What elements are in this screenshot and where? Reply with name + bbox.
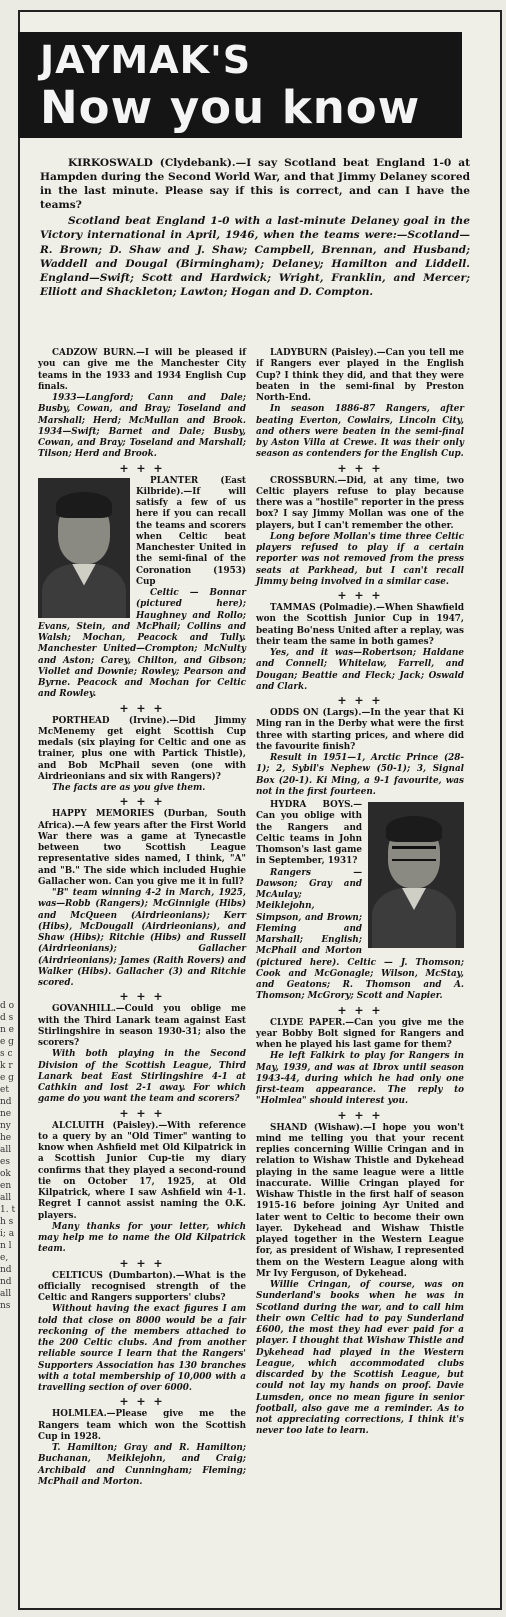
query-question: ALCLUITH (Paisley).—With reference to a query by an "Old Timer" wanting to know when Ashfield met Old Kilpatrick in a Scottish Junior Cup-tie my diary confirms that they played a second-round tie on October 17, 1925, at Old Kilpatrick, where I saw Ashfield win 4-1. Regret I cannot assist naming the O.K. players. <box>38 1120 246 1221</box>
photo-glasses <box>392 846 436 861</box>
query-item <box>256 1123 464 1438</box>
query-item <box>38 348 246 461</box>
query-item <box>38 1121 246 1256</box>
left-column <box>38 348 246 1490</box>
query-item <box>38 716 246 795</box>
query-question: GOVANHILL.—Could you oblige me with the Third Lanark team against East Stirlingshire in season 1930-31; also the scorers? <box>38 1004 246 1048</box>
query-question: CELTICUS (Dumbarton).—What is the officially recognised strength of the Celtic and Rangers supporters' clubs? <box>38 1270 246 1303</box>
section-separator: + + + <box>337 1003 383 1017</box>
query-question: TAMMAS (Polmadie).—When Shawfield won the Scottish Junior Cup in 1947, beating Bo'ness United after a replay, was their team the same in both games? <box>256 603 464 647</box>
query-item <box>38 809 246 989</box>
player-photo-morton <box>368 802 464 948</box>
query-question: HOLMLEA.—Please give me the Rangers team which won the Scottish Cup in 1928. <box>38 1409 246 1442</box>
banner-subtitle: Now you know <box>40 81 421 134</box>
query-question: HAPPY MEMORIES (Durban, South Africa).—A few years after the First World War there was a game at Tynecastle between two Scottish League representative sides named, I think, "A" and "B." The side which included Hughie Gallacher won. Can you give me it in full? <box>38 809 246 887</box>
query-item <box>256 1018 464 1108</box>
section-separator: + + + <box>337 1108 383 1122</box>
query-question: CROSSBURN.—Did, at any time, two Celtic players refuse to play because there was a "hostile" reporter in the press box? I say Jimmy Mollan was one of the players, but I can't remember the other. <box>256 475 464 531</box>
query-question: HYDRA BOYS.—Can you oblige with the Rangers and Celtic teams in John Thomson's last game in September, 1931? <box>256 800 362 867</box>
query-answer: Long before Mollan's time three Celtic players refused to play if a certain reporter was not removed from the press seats at Parkhead, but I can't recall Jimmy being involved in a similar case. <box>256 531 464 587</box>
player-photo-bonnar <box>38 478 130 618</box>
query-answer: 1933—Langford; Cann and Dale; Busby, Cowan, and Bray; Toseland and Marshall; Herd; McMullan and Brook. 1934—Swift; Barnet and Dale; Busby, Cowan, and Bray; Toseland and Marshall; Tilson; Herd and Brook. <box>38 393 246 460</box>
query-item <box>256 348 464 461</box>
query-question: CLYDE PAPER.—Can you give me the year Bobby Bolt signed for Rangers and when he played his last game for them? <box>256 1017 464 1050</box>
query-answer: Willie Cringan, of course, was on Sunderland's books when he was in Scotland during the war, and to call him their own Celtic had to pay Sunderland £600, the most they had ever paid for a player. I thought that Wishaw Thistle and Dykehead had played in the Western League, which accommodated clubs discarded by the Scottish League, but could not lay my hands on proof. Davie Lumsden, once no mean figure in senior football, also gave me a reminder. As to not appreciating corrections, I think it's never too late to learn. <box>256 1280 464 1437</box>
query-answer: Yes, and it was—Robertson; Haldane and Connell; Whitelaw, Farrell, and Dougan; Beattie and Fleck; Jack; Oswald and Clark. <box>256 648 464 692</box>
query-question: PORTHEAD (Irvine).—Did Jimmy McMenemy get eight Scottish Cup medals (six playing for Celtic and one as trainer, plus one with Partick Thistle), and Bob McPhail seven (one with Airdrieonians and six with Rangers)? <box>38 715 246 782</box>
section-separator: + + + <box>337 461 383 475</box>
query-question: CADZOW BURN.—I will be pleased if you can give me the Manchester City teams in the 1933 and 1934 English Cup finals. <box>38 348 246 392</box>
photo-hair <box>56 492 112 518</box>
query-answer: Many thanks for your letter, which may help me to name the Old Kilpatrick team. <box>38 1221 246 1255</box>
photo-hair <box>386 816 442 842</box>
section-separator: + + + <box>337 589 383 602</box>
query-answer: He left Falkirk to play for Rangers in May, 1939, and was at Ibrox until season 1943-44, during which he had only one first-team appearance. The reply to "Holmlea" should interest you. <box>256 1051 464 1107</box>
query-answer: In season 1886-87 Rangers, after beating Everton, Cowlairs, Lincoln City, and others were beaten in the semi-final by Aston Villa at Crewe. It was their only season as contenders for the English Cup. <box>256 404 464 460</box>
section-separator: + + + <box>119 461 165 475</box>
query-item <box>38 1004 246 1105</box>
section-separator: + + + <box>119 701 165 715</box>
query-answer: Celtic — Bonnar (pictured here); Haughney and Rollo; Evans, Stein, and McPhail; Collins and Walsh; Mochan, Peacock and Tully. Manchester United—Crompton; McNulty and Aston; Carey, Chilton, and Gibson; Viollet and Downie; Rowley; Pearson and Byrne. Peacock and Mochan for Celtic and Rowley. <box>38 588 246 700</box>
section-separator: + + + <box>119 795 165 809</box>
query-answer: The facts are as you give them. <box>52 783 206 793</box>
section-separator: + + + <box>119 1106 165 1120</box>
query-question: PLANTER (East Kilbride).—If will satisfy a few of us here if you can recall the teams and scorers when Celtic beat Manchester United in the semi-final of the Coronation (1953) Cup <box>136 475 246 587</box>
lead-question: KIRKOSWALD (Clydebank).—I say Scotland beat England 1-0 at Hampden during the Second World War, and that Jimmy Delaney scored in the last minute. Please say if this is correct, and can I have the teams? <box>40 157 470 212</box>
section-separator: + + + <box>119 1256 165 1270</box>
section-separator: + + + <box>119 1395 165 1409</box>
query-item <box>256 800 464 1003</box>
query-answer: Result in 1951—1, Arctic Prince (28-1); 2, Sybil's Nephew (50-1); 3, Signal Box (20-1). Ki Ming, a 9-1 favourite, was not in the first fourteen. <box>256 753 464 797</box>
query-item <box>256 603 464 693</box>
query-answer: "B" team winning 4-2 in March, 1925, was—Robb (Rangers); McGinnigle (Hibs) and McQueen (Airdrieonians); Kerr (Hibs), McDougall (Airdrieonians), and Shaw (Hibs); Ritchie (Hibs) and Russell (Airdrieonians); Gallacher (Airdrieonians); James (Raith Rovers) and Walker (Hibs). Gallacher (3) and Ritchie scored. <box>38 888 246 988</box>
banner-title: JAYMAK'S <box>40 38 252 82</box>
column-banner <box>18 32 462 138</box>
lead-query <box>40 156 470 301</box>
query-question: LADYBURN (Paisley).—Can you tell me if Rangers ever played in the English Cup? I think they did, and that they were beaten in the semi-final by Preston North-End. <box>256 348 464 403</box>
query-question: SHAND (Wishaw).—I hope you won't mind me telling you that your recent replies concerning Willie Cringan and in relation to Wishaw Thistle and Dykehead playing in the same league were a little inaccurate. Willie Cringan played for Wishaw Thistle in the first half of season 1915-16 before joining Ayr United and later went to Celtic to become their own layer. Dykehead and Wishaw Thistle played together in the Western League for, as president of Wishaw, I represented them on the Western League along with Mr Ivy Ferguson, of Dykehead. <box>256 1122 464 1279</box>
query-item <box>38 476 246 701</box>
query-answer: Rangers — Dawson; Gray and McAulay; Meiklejohn, Simpson, and Brown; Fleming and Marshall; English; McPhail and Morton (pictured here). Celtic — J. Thomson; Cook and McGonagle; Wilson, McStay, and Geatons; R. Thomson and A. Thomson; McGrory; Scott and Napier. <box>256 867 464 1002</box>
section-separator: + + + <box>119 990 165 1004</box>
section-separator: + + + <box>337 694 383 707</box>
query-answer: Without having the exact figures I am told that close on 8000 would be a fair reckoning of the members attached to the 200 Celtic clubs. And from another reliable source I learn that the Rangers' Supporters Association has 130 branches with a total membership of 10,000 with a travelling section of over 6000. <box>38 1304 246 1393</box>
query-item <box>256 476 464 589</box>
query-item <box>256 708 464 798</box>
adjacent-column-fragments: d o d s n e e g s ck re g et nd ne ny he all es ok en all 1. th si; an le, nd nd all ns <box>0 1001 16 1311</box>
right-column <box>256 348 464 1440</box>
query-question: ODDS ON (Largs).—In the year that Ki Ming ran in the Derby what were the first three with starting prices, and where did the favourite finish? <box>256 708 464 752</box>
query-answer: T. Hamilton; Gray and R. Hamilton; Buchanan, Meiklejohn, and Craig; Archibald and Cunningham; Fleming; McPhail and Morton. <box>38 1443 246 1487</box>
query-answer: With both playing in the Second Division of the Scottish League, Third Lanark beat East Stirlingshire 4-1 at Cathkin and lost 2-1 away. For which game do you want the team and scorers? <box>38 1049 246 1105</box>
query-item <box>38 1409 246 1488</box>
lead-answer: Scotland beat England 1-0 with a last-minute Delaney goal in the Victory international in April, 1946, when the teams were:—Scotland—R. Brown; D. Shaw and J. Shaw; Campbell, Brennan, and Husband; Waddell and Dougal (Birmingham); Delaney; Hamilton and Liddell. England—Swift; Scott and Hardwick; Wright, Franklin, and Mercer; Elliott and Shackleton; Lawton; Hogan and D. Compton. <box>40 215 470 298</box>
query-item <box>38 1271 246 1395</box>
